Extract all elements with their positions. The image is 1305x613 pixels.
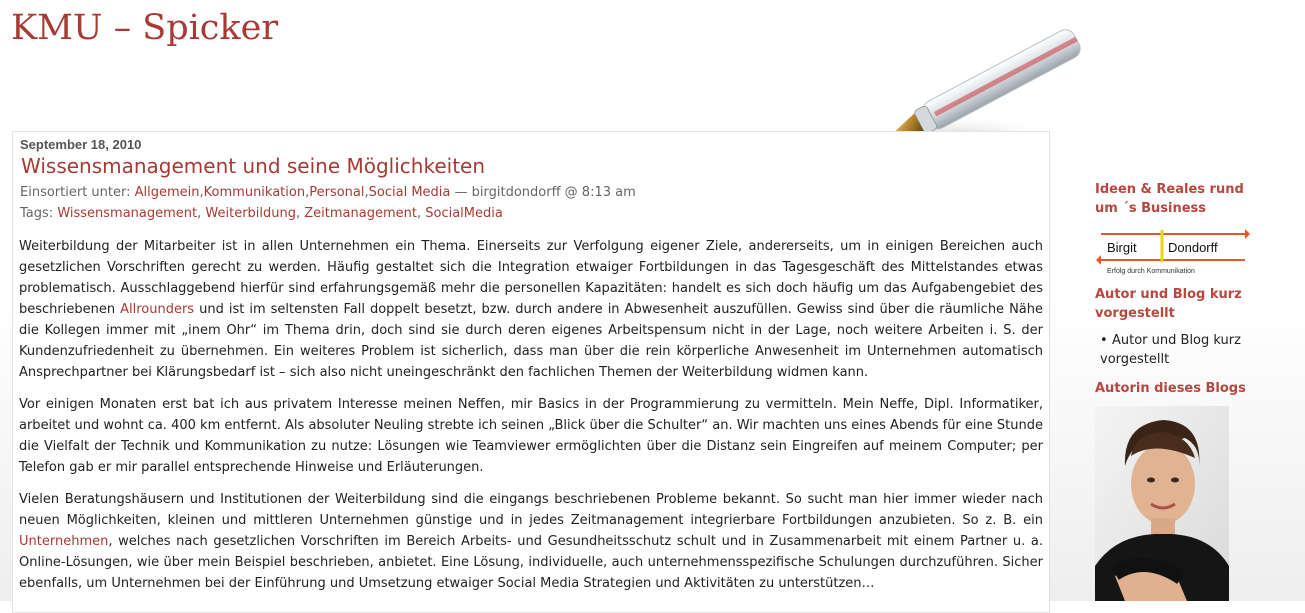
paragraph — [19, 236, 1043, 383]
unternehmen-link[interactable]: Unternehmen — [19, 534, 109, 549]
post-body — [19, 236, 1043, 605]
post-date: September 18, 2010 — [20, 137, 142, 152]
tag-link[interactable]: Wissensmanagement — [57, 206, 198, 221]
tag-link[interactable]: Weiterbildung — [205, 206, 297, 221]
logo-first-name: Birgit — [1107, 240, 1137, 255]
author-photo — [1095, 406, 1229, 601]
paragraph-text: , welches nach gesetzlichen Vorschriften im Bereich Arbeits- und Gesundheitsschutz schult und in Zusammenarbeit mit einem Partner u. a. Online-Lösungen, wie über mein Beispiel beschrieben, anbietet. Eine Lösung, individuelle, auch unternehmensspezifische Schulungen durchzuführen. Sicher ebenfalls, um Unternehmen bei der Einführung und Umsetzung etwaiger Social Media Strategien und Aktivitäten zu unterstützen… — [19, 534, 1043, 591]
bullet-icon: • — [1100, 333, 1108, 348]
paragraph-text: und ist im seltensten Fall doppelt besetzt, bzw. durch andere in Abwesenheit auszufüllen. Gewiss sind über die räumliche Nähe die Kollegen immer mit „inem Ohr“ im Thema drin, doch sind sie durch deren eigenes Arbeitspensum nicht in der Lage, noch weitere Arbeiten i. S. der Kundenzufriedenheit zu übernehmen. Ein weiteres Problem ist sicherlich, dass man über die rein körperliche Anwesenheit im Unternehmen automatisch Ansprechpartner bei Klärungsbedarf ist – sich also nicht uneingeschränkt den fachlichen Themen der Weiterbildung widmen kann. — [19, 302, 1043, 380]
logo-last-name: Dondorff — [1168, 240, 1218, 255]
sidebar-heading-authorin: Autorin dieses Blogs — [1095, 381, 1246, 396]
category-link[interactable]: Social Media — [368, 185, 451, 200]
paragraph-text: Weiterbildung der Mitarbeiter ist in allen Unternehmen ein Thema. Einerseits zur Verfolgung eigener Ziele, andererseits, um in einigen Bereichen auch gesetzlichen Vorschriften gerecht zu werden. Häufig gestaltet sich die Integration etwaiger Fortbildungen in das Tagesgeschäft des Mittelstandes etwas problematisch. Ausschlaggebend hierfür sind erfahrungsgemäß mehr die personellen Kapazitäten: handelt es sich doch häufig um das Aufgabengebiet des beschriebenen — [19, 239, 1043, 317]
category-link[interactable]: Personal — [309, 185, 365, 200]
post — [12, 131, 1050, 613]
logo-tagline: Erfolg durch Kommunikation — [1107, 268, 1195, 275]
sidebar-heading-author: Autor und Blog kurz vorgestellt — [1095, 287, 1242, 321]
post-tags: Tags: Wissensmanagement, Weiterbildung, Zeitmanagement, SocialMedia — [20, 206, 503, 221]
tag-link[interactable]: SocialMedia — [425, 206, 503, 221]
category-link[interactable]: Kommunikation — [203, 185, 306, 200]
allrounders-link[interactable]: Allrounders — [120, 302, 195, 317]
birgit-dondorff-logo[interactable] — [1095, 226, 1250, 278]
sidebar-list — [1100, 331, 1280, 369]
list-item-label: Autor und Blog kurz vorgestellt — [1100, 333, 1241, 367]
list-item[interactable] — [1100, 331, 1280, 369]
post-categories: Einsortiert unter: Allgemein,Kommunikation,Personal,Social Media — birgitdondorff @ 8:13 am — [20, 185, 636, 200]
tags-label: Tags: — [20, 206, 54, 221]
tag-link[interactable]: Zeitmanagement — [304, 206, 417, 221]
post-title[interactable]: Wissensmanagement und seine Möglichkeiten — [21, 154, 486, 178]
category-link[interactable]: Allgemein — [134, 185, 200, 200]
site-title[interactable]: KMU – Spicker — [11, 8, 279, 48]
paragraph — [19, 489, 1043, 594]
post-author-time: — birgitdondorff @ 8:13 am — [454, 185, 636, 200]
paragraph-text: Vielen Beratungshäusern und Institutionen der Weiterbildung sind die eingangs beschriebenen Probleme bekannt. So sucht man hier immer wieder nach neuen Möglichkeiten, kleinen und mittleren Unternehmen günstige und in jedes Zeitmanagement integrierbare Fortbildungen anzubieten. So z. B. ein — [19, 492, 1043, 528]
paragraph: Vor einigen Monaten erst bat ich aus privatem Interesse meinen Neffen, mir Basics in der Programmierung zu vermitteln. Mein Neffe, Dipl. Informatiker, arbeitet und wohnt ca. 400 km entfernt. Als absoluter Neuling strebte ich seinen „Blick über die Schulter“ an. Wir machten uns eines Abends für eine Stunde die Vielfalt der Technik und Kommunikation zu nutze: Lösungen wie Teamviewer ermöglichten über die Distanz sein Eingreifen auf meinem Computer; per Telefon gab er mir parallel entsprechende Hinweise und Erläuterungen. — [19, 397, 1043, 475]
sidebar-heading-ideas: Ideen & Reales rund um ´s Business — [1095, 182, 1244, 216]
filed-under-label: Einsortiert unter: — [20, 185, 131, 200]
